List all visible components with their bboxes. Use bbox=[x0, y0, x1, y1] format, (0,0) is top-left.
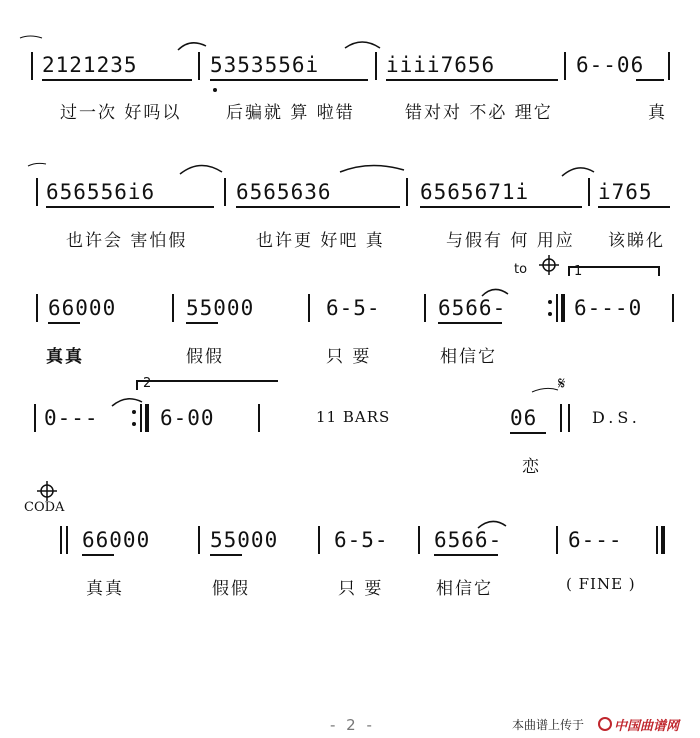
site-logo-icon bbox=[598, 717, 612, 731]
lyrics-line: 真真 bbox=[86, 579, 124, 599]
measure-notes: 6--06 bbox=[576, 53, 645, 77]
measure-notes: iiii7656 bbox=[386, 53, 496, 77]
measure-notes: i765 bbox=[598, 180, 653, 204]
lyrics-line: 也许会 害怕假 bbox=[66, 231, 188, 251]
lyrics-line: 错对对 不必 理它 bbox=[405, 103, 553, 123]
beam-underline bbox=[510, 432, 546, 434]
beam-underline bbox=[82, 554, 114, 556]
volta-number: 2 bbox=[143, 376, 152, 391]
lyrics-line: 只 要 bbox=[326, 347, 372, 367]
measure-notes: 6--- bbox=[568, 528, 623, 552]
slur-marks bbox=[0, 0, 700, 60]
measure-notes: 5353556i bbox=[210, 53, 320, 77]
measure-notes: 06 bbox=[510, 406, 538, 430]
volta-number: 1 bbox=[574, 264, 583, 279]
measure-notes: 55000 bbox=[186, 296, 255, 320]
lyrics-line: 也许更 好吧 真 bbox=[256, 231, 385, 251]
slur-marks bbox=[0, 372, 700, 412]
volta-bracket-1-left bbox=[568, 266, 570, 276]
coda-symbol-icon bbox=[36, 480, 58, 502]
beam-underline bbox=[434, 554, 498, 556]
beam-underline bbox=[386, 79, 558, 81]
measure-notes: 55000 bbox=[210, 528, 279, 552]
beam-underline bbox=[210, 554, 242, 556]
slur-marks bbox=[0, 276, 700, 306]
upload-source-text: 本曲谱上传于 bbox=[512, 718, 585, 732]
lyrics-line: 该睇化 bbox=[608, 231, 665, 251]
lyrics-line: 真真 bbox=[46, 347, 84, 367]
slur-marks bbox=[0, 506, 700, 536]
beam-underline bbox=[210, 79, 368, 81]
measure-notes: 6565671i bbox=[420, 180, 530, 204]
measure-notes: 6566- bbox=[438, 296, 507, 320]
beam-underline bbox=[636, 79, 664, 81]
to-coda-label: to bbox=[514, 262, 528, 277]
measure-notes: 6-5- bbox=[334, 528, 389, 552]
measure-notes: 0--- bbox=[44, 406, 99, 430]
measure-notes: 66000 bbox=[82, 528, 151, 552]
lyrics-line: 假假 bbox=[186, 347, 224, 367]
measure-notes: 66000 bbox=[48, 296, 117, 320]
measure-notes: 6-5- bbox=[326, 296, 381, 320]
rest-bars-count: 11 BARS bbox=[316, 408, 391, 426]
lyrics-line: 只 要 bbox=[338, 579, 384, 599]
beam-underline bbox=[598, 206, 670, 208]
slur-marks bbox=[0, 150, 700, 190]
beam-underline bbox=[42, 79, 192, 81]
lyrics-line: 假假 bbox=[212, 579, 250, 599]
measure-notes: 6566- bbox=[434, 528, 503, 552]
beam-underline bbox=[438, 322, 502, 324]
beam-underline bbox=[420, 206, 582, 208]
site-logo-text: 中国曲谱网 bbox=[614, 719, 680, 734]
fine-marker: ( FINE ) bbox=[566, 575, 636, 593]
measure-notes: 6565636 bbox=[236, 180, 332, 204]
measure-notes: 6-00 bbox=[160, 406, 215, 430]
lyrics-line: 后骗就 算 啦错 bbox=[226, 103, 355, 123]
segno-icon: 𝄋 bbox=[558, 374, 566, 394]
page-number: - 2 - bbox=[330, 716, 375, 734]
repeat-dot bbox=[548, 312, 552, 316]
beam-underline bbox=[48, 322, 80, 324]
coda-symbol-icon bbox=[538, 254, 560, 276]
beam-underline bbox=[236, 206, 400, 208]
repeat-dot bbox=[132, 422, 136, 426]
octave-dot bbox=[213, 88, 217, 92]
lyrics-line: 相信它 bbox=[436, 579, 493, 599]
dal-segno-label: D.S. bbox=[592, 408, 641, 427]
measure-notes: 2121235 bbox=[42, 53, 138, 77]
volta-bracket-1-right bbox=[658, 266, 660, 276]
beam-underline bbox=[46, 206, 214, 208]
lyrics-line: 恋 bbox=[522, 457, 541, 477]
lyrics-line: 与假有 何 用应 bbox=[446, 231, 575, 251]
measure-notes: 6---0 bbox=[574, 296, 643, 320]
measure-notes: 656556i6 bbox=[46, 180, 156, 204]
lyrics-line: 相信它 bbox=[440, 347, 497, 367]
lyrics-line: 过一次 好吗以 bbox=[60, 103, 182, 123]
lyrics-line: 真 bbox=[648, 103, 667, 123]
coda-label: CODA bbox=[24, 500, 65, 515]
beam-underline bbox=[186, 322, 218, 324]
